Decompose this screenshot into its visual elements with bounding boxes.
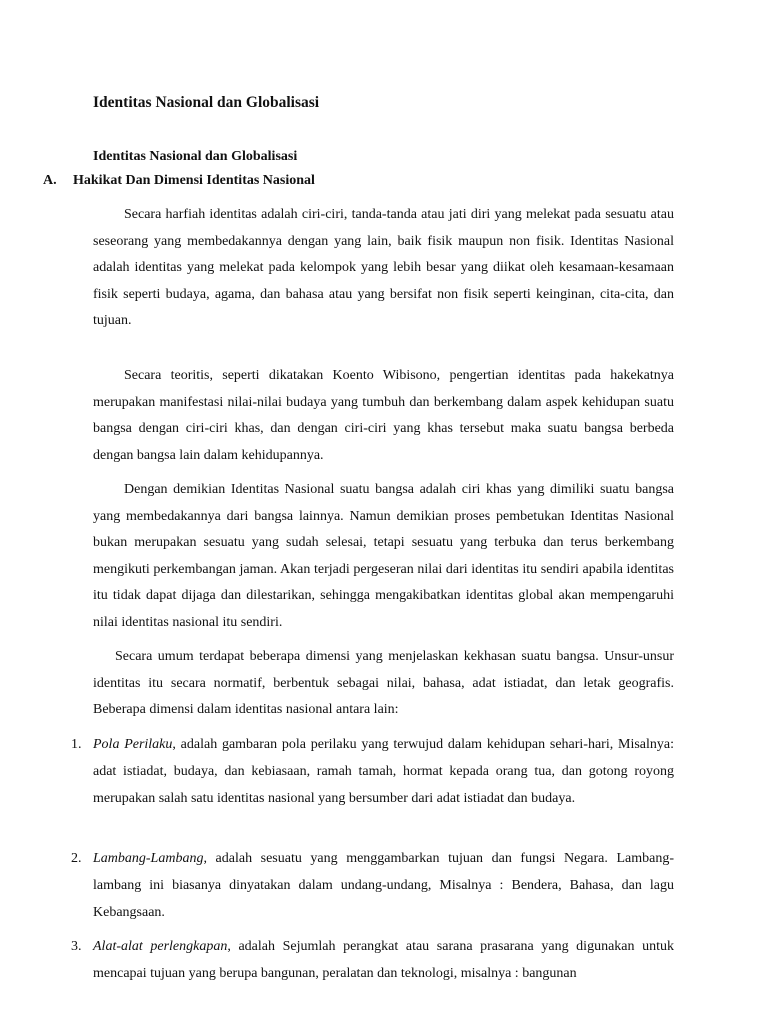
paragraph: Secara umum terdapat beberapa dimensi yang menjelaskan kekhasan suatu bangsa. Unsur-unsur identitas itu secara normatif, berbentuk sebagai nilai, bahasa, adat istiadat, dan letak geografis. Beberapa dimensi dalam identitas nasional antara lain: (93, 649, 674, 718)
list-item (71, 934, 674, 988)
section-heading-text: Hakikat Dan Dimensi Identitas Nasional (73, 173, 315, 188)
list-text: , adalah sesuatu yang menggambarkan tujuan dan fungsi Negara. Lambang-lambang ini biasanya dinyatakan dalam undang-undang, Misalnya : Bendera, Bahasa, dan lagu Kebangsaan. (93, 851, 674, 920)
paragraph: Dengan demikian Identitas Nasional suatu bangsa adalah ciri khas yang dimiliki suatu bangsa yang membedakannya dari bangsa lainnya. Namun demikian proses pembetukan Identitas Nasional bukan merupakan sesuatu yang sudah selesai, tetapi sesuatu yang terbuka dan terus berkembang mengikuti perkembangan jaman. Akan terjadi pergeseran nilai dari identitas itu sendiri apabila identitas itu tidak dapat dijaga dan dilestarikan, sehingga mengakibatkan identitas global akan mempengaruhi nilai identitas nasional itu sendiri. (93, 482, 674, 630)
list-body (93, 934, 674, 988)
section-letter: A. (43, 173, 57, 188)
list-number: 2. (71, 851, 82, 866)
paragraph: Secara teoritis, seperti dikatakan Koento Wibisono, pengertian identitas pada hakekatnya merupakan manifestasi nilai-nilai budaya yang tumbuh dan berkembang dalam aspek kehidupan suatu bangsa dengan ciri-ciri khas, dan dengan ciri-ciri yang khas tersebut maka suatu bangsa berbeda dengan bangsa lain dalam kehidupannya. (93, 368, 674, 463)
paragraph: Secara harfiah identitas adalah ciri-ciri, tanda-tanda atau jati diri yang melekat pada sesuatu atau seseorang yang membedakannya dengan yang lain, baik fisik maupun non fisik. Identitas Nasional adalah identitas yang melekat pada kelompok yang lebih besar yang diikat oleh kesamaan-kesamaan fisik seperti budaya, agama, dan bahasa atau yang bersifat non fisik seperti keinginan, cita-cita, dan tujuan. (93, 207, 674, 329)
list-item (71, 846, 674, 926)
list-term: Pola Perilaku (93, 737, 173, 752)
list-body (93, 732, 674, 812)
list-text: , adalah gambaran pola perilaku yang terwujud dalam kehidupan sehari-hari, Misalnya: adat istiadat, budaya, dan kebiasaan, ramah tamah, hormat kepada orang tua, dan gotong royong merupakan salah satu identitas nasional yang bersumber dari adat istiadat dan budaya. (93, 737, 674, 806)
document-title: Identitas Nasional dan Globalisasi (93, 94, 320, 111)
document-subtitle: Identitas Nasional dan Globalisasi (93, 149, 298, 164)
list-body (93, 846, 674, 926)
list-item (71, 732, 674, 812)
list-number: 1. (71, 737, 82, 752)
list-number: 3. (71, 939, 82, 954)
list-text: , adalah Sejumlah perangkat atau sarana prasarana yang digunakan untuk mencapai tujuan yang berupa bangunan, peralatan dan teknologi, misalnya : bangunan (93, 939, 674, 981)
section-heading (43, 173, 315, 189)
list-term: Alat-alat perlengkapan (93, 939, 228, 954)
list-term: Lambang-Lambang (93, 851, 204, 866)
